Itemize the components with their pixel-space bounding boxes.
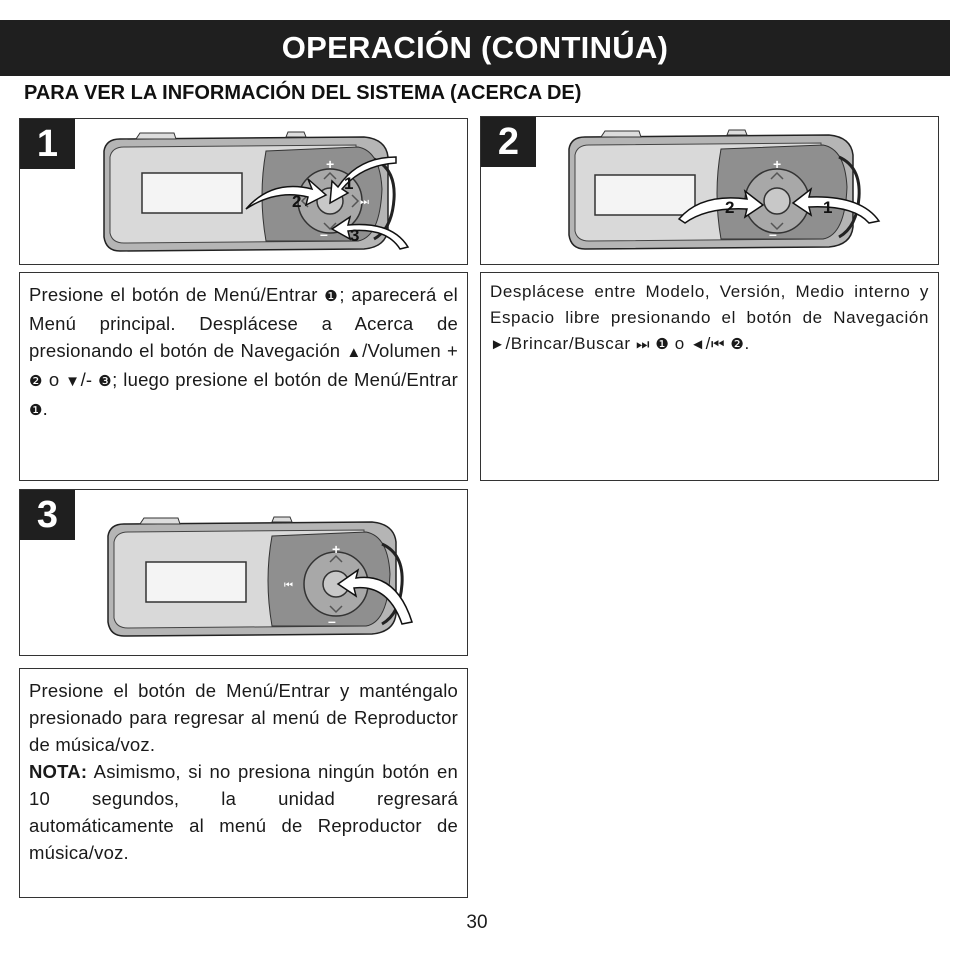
text-segment: .: [744, 334, 750, 353]
text-segment: /Volumen +: [362, 340, 458, 361]
skip-forward-icon: ⏭: [635, 336, 651, 353]
mp3-player-illustration: [104, 514, 414, 644]
right-triangle-icon: ►: [490, 336, 506, 353]
step-3-image-panel: [19, 489, 468, 656]
note-text: Asimismo, si no presiona ningún botón en 10 segundos, la unidad regresará automáticamente al menú de Reproductor de música/voz.: [29, 761, 458, 863]
next-track-icon: ⏭: [360, 197, 369, 208]
callout-3-label: 3: [350, 226, 360, 245]
text-segment: Desplácese entre Modelo, Versión, Medio interno y Espacio libre presionando el botón de Navegación: [490, 282, 929, 327]
text-segment: /-: [80, 369, 99, 390]
circled-1-icon: ❶: [324, 288, 340, 305]
mp3-player-illustration: [96, 129, 436, 259]
step-3-instructions: [19, 668, 468, 898]
down-triangle-icon: ▼: [65, 373, 81, 390]
circled-1-icon: ❶: [655, 336, 670, 353]
minus-label: –: [328, 613, 336, 629]
section-subtitle: PARA VER LA INFORMACIÓN DEL SISTEMA (ACERCA DE): [24, 82, 582, 104]
left-triangle-icon: ◄: [690, 336, 706, 353]
step-1-image-panel: [19, 118, 468, 265]
mp3-player-illustration: [561, 127, 901, 257]
callout-1-label: 1: [344, 174, 354, 193]
step-1-instructions: [19, 272, 468, 481]
text-segment: o: [669, 334, 691, 353]
prev-track-icon: ⏮: [284, 580, 293, 591]
text-segment: ; aparecerá el Menú principal. Desplácese a Acerca de presionando el botón de Navegación: [29, 284, 458, 361]
circled-1-icon: ❶: [29, 402, 43, 419]
text-segment: o: [43, 369, 66, 390]
minus-label: –: [769, 226, 777, 242]
plus-label: +: [773, 156, 782, 172]
page-header: [0, 20, 950, 76]
page-title: OPERACIÓN (CONTINÚA): [281, 30, 669, 65]
circled-2-icon: ❷: [29, 373, 44, 390]
step-2-number: 2: [481, 117, 536, 167]
up-triangle-icon: ▲: [346, 344, 363, 361]
step-2-image-panel: [480, 116, 939, 265]
text-segment: .: [42, 398, 48, 419]
text-segment: /: [705, 334, 711, 353]
text-segment: /Brincar/Buscar: [505, 334, 636, 353]
minus-label: –: [320, 226, 328, 242]
circled-3-icon: ❸: [98, 373, 113, 390]
skip-back-icon: ⏮: [710, 336, 726, 353]
step-1-number: 1: [20, 119, 75, 169]
circled-2-icon: ❷: [730, 336, 745, 353]
page-number: 30: [466, 912, 488, 933]
text-segment: ; luego presione el botón de Menú/Entrar: [112, 369, 459, 390]
callout-2-label: 2: [725, 198, 735, 217]
plus-label: +: [332, 541, 341, 557]
callout-1-label: 1: [823, 198, 833, 217]
plus-label: +: [326, 156, 335, 172]
callout-2-label: 2: [292, 192, 302, 211]
text-segment: Presione el botón de Menú/Entrar y manténgalo presionado para regresar al menú de Reproductor de música/voz.: [29, 680, 458, 755]
note-label: NOTA:: [29, 761, 88, 782]
step-2-instructions: [480, 272, 939, 481]
step-3-number: 3: [20, 490, 75, 540]
text-segment: Presione el botón de Menú/Entrar: [29, 284, 325, 305]
